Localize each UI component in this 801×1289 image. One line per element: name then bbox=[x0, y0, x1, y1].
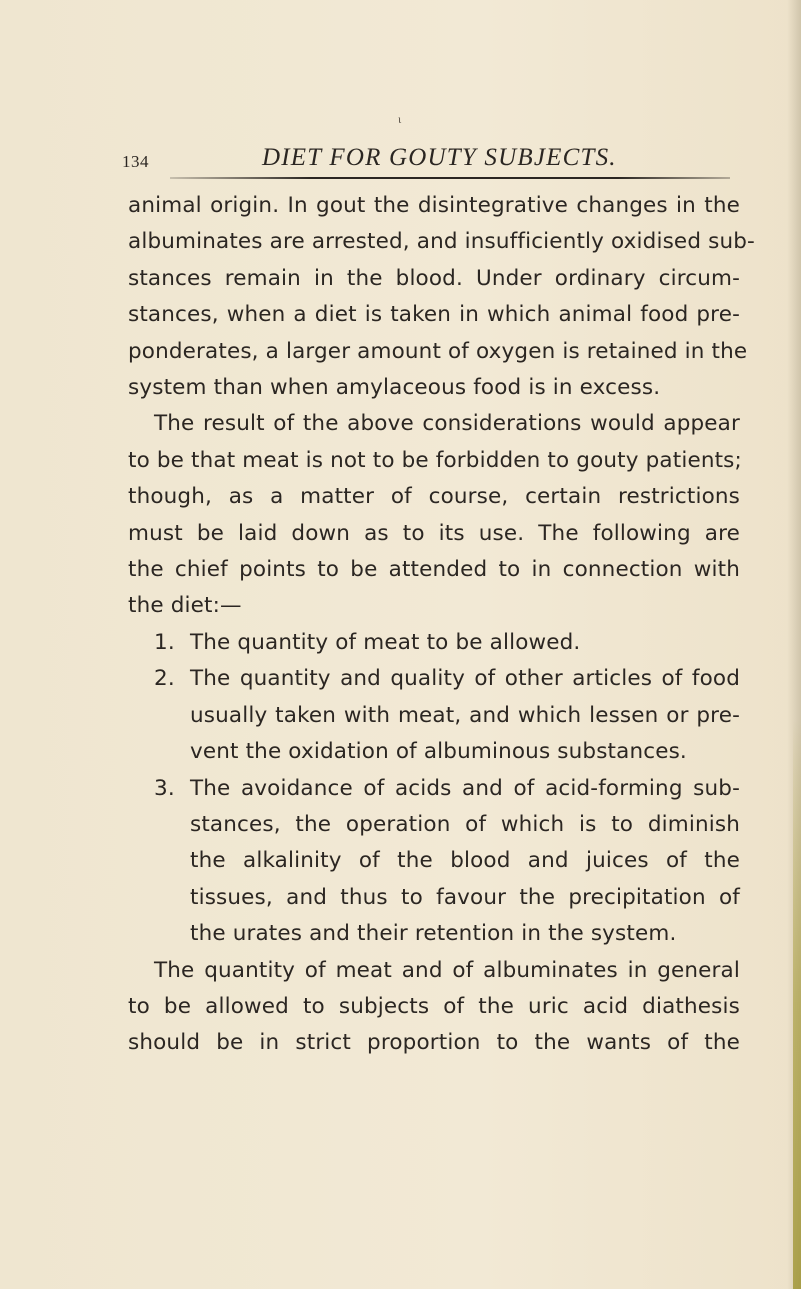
list-item-1 bbox=[128, 625, 740, 661]
list-item-text: The quantity and quality of other articles of food bbox=[190, 666, 740, 692]
list-item-3-continuation: tissues, and thus to favour the precipitation of bbox=[190, 884, 740, 910]
paragraph-2-line: the diet:— bbox=[128, 593, 242, 619]
paragraph-2-line: to be that meat is not to be forbidden to gouty patients; bbox=[128, 447, 742, 473]
paragraph-1-line: stances remain in the blood. Under ordinary circum- bbox=[128, 265, 740, 291]
paragraph-1-line: stances, when a diet is taken in which animal food pre- bbox=[128, 302, 740, 328]
paragraph-1-line: animal origin. In gout the disintegrative changes in the bbox=[128, 193, 740, 218]
list-item-text: The avoidance of acids and of acid-forming sub- bbox=[190, 775, 740, 801]
paragraph-2-line: the chief points to be attended to in connection with bbox=[128, 557, 740, 583]
list-number: 1. bbox=[154, 629, 175, 655]
stray-ink-mark: ɩ bbox=[398, 112, 402, 126]
page-edge-discoloration bbox=[793, 720, 801, 1289]
body-text bbox=[128, 188, 755, 1062]
paragraph-1-line: system than when amylaceous food is in excess. bbox=[128, 375, 661, 401]
paragraph-3-line: should be in strict proportion to the wants of the bbox=[128, 1030, 740, 1056]
list-item-3-continuation: the urates and their retention in the system. bbox=[190, 921, 677, 947]
list-item-2-continuation: usually taken with meat, and which lessen or pre- bbox=[190, 702, 740, 728]
paragraph-1-line: albuminates are arrested, and insufficiently oxidised sub- bbox=[128, 229, 755, 255]
paragraph-1-line: ponderates, a larger amount of oxygen is retained in the bbox=[128, 338, 748, 364]
running-title: DIET FOR GOUTY SUBJECTS. bbox=[262, 144, 617, 171]
page-header bbox=[122, 142, 742, 172]
paragraph-2-line: though, as a matter of course, certain restrictions bbox=[128, 484, 740, 510]
list-number: 2. bbox=[154, 666, 175, 692]
paragraph-3-line: The quantity of meat and of albuminates in general bbox=[154, 957, 740, 983]
list-item-2 bbox=[128, 661, 740, 697]
list-item-3 bbox=[128, 771, 740, 807]
paragraph-2-line: The result of the above considerations would appear bbox=[154, 411, 740, 437]
paragraph-3-line: to be allowed to subjects of the uric acid diathesis bbox=[128, 993, 740, 1019]
header-rule bbox=[170, 177, 730, 179]
list-item-3-continuation: stances, the operation of which is to diminish bbox=[190, 811, 740, 837]
list-item-text: The quantity of meat to be allowed. bbox=[190, 629, 581, 655]
list-number: 3. bbox=[154, 775, 175, 801]
list-item-3-continuation: the alkalinity of the blood and juices of the bbox=[190, 848, 740, 874]
page-number: 134 bbox=[122, 152, 149, 171]
paragraph-2-line: must be laid down as to its use. The following are bbox=[128, 520, 740, 546]
list-item-2-continuation: vent the oxidation of albuminous substances. bbox=[190, 739, 687, 765]
